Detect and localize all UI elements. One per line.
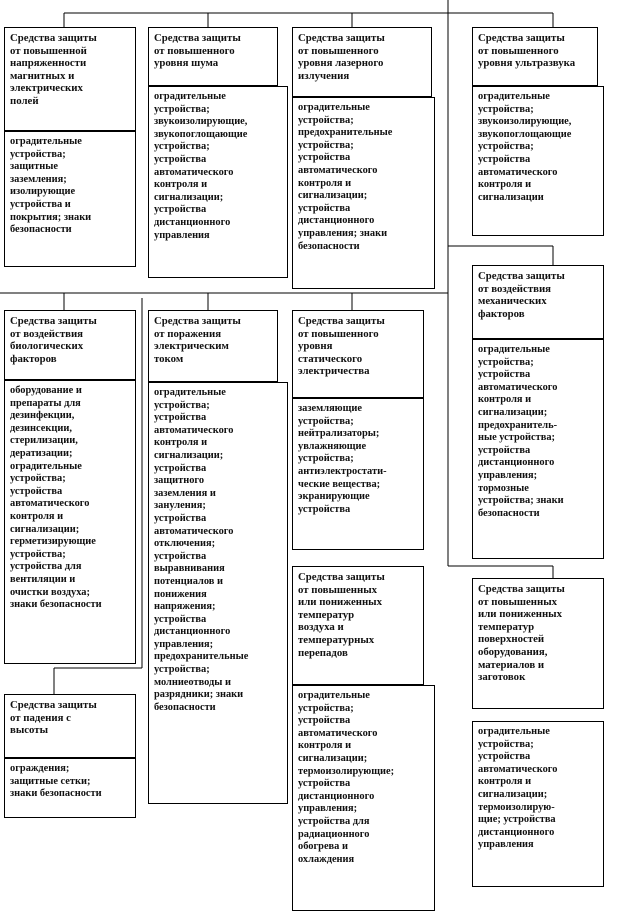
surface-temperature-body-box: оградительные устройства; устройства автоматического контроля и сигнализации; термоизолирую- щие; устройства дистанционного управления xyxy=(472,721,604,887)
mechanical-body-box: оградительные устройства; устройства автоматического контроля и сигнализации; предохранитель- ные устройства; устройства дистанционного управления; тормозные устройства; знаки безопасности xyxy=(472,339,604,559)
static-body-box: заземляющие устройства; нейтрализаторы; увлажняющие устройства; антиэлектростати- ческие вещества; экранирующие устройства xyxy=(292,398,424,550)
biological-title-box: Средства защиты от воздействия биологических факторов xyxy=(4,310,136,380)
laser-title-box: Средства защиты от повышенного уровня лазерного излучения xyxy=(292,27,432,97)
ultrasound-body-box: оградительные устройства; звукоизолирующие, звукопоглощающие устройства; устройства автоматического контроля и сигнализации xyxy=(472,86,604,236)
fall-height-title-box: Средства защиты от падения с высоты xyxy=(4,694,136,758)
ultrasound-title-box: Средства защиты от повышенного уровня ультразвука xyxy=(472,27,598,86)
mechanical-title-box: Средства защиты от воздействия механических факторов xyxy=(472,265,604,339)
surface-temperature-title-box: Средства защиты от повышенных или пониженных температур поверхностей оборудования, материалов и заготовок xyxy=(472,578,604,709)
biological-body-box: оборудование и препараты для дезинфекции, дезинсекции, стерилизации, дератизации; оградительные устройства; устройства автоматического контроля и сигнализации; герметизирующие устройства; устройства для вентиляции и очистки воздуха; знаки безопасности xyxy=(4,380,136,664)
air-temperature-body-box: оградительные устройства; устройства автоматического контроля и сигнализации; термоизолирующие; устройства дистанционного управления; устройства для радиационного обогрева и охлаждения xyxy=(292,685,435,911)
electric-shock-body-box: оградительные устройства; устройства автоматического контроля и сигнализации; устройства защитного заземления и зануления; устройства автоматического отключения; устройства выравнивания потенциалов и понижения напряжения; устройства дистанционного управления; предохранительные устройства; молниеотводы и разрядники; знаки безопасности xyxy=(148,382,288,804)
noise-body-box: оградительные устройства; звукоизолирующие, звукопоглощающие устройства; устройства автоматического контроля и сигнализации; устройства дистанционного управления xyxy=(148,86,288,278)
laser-body-box: оградительные устройства; предохранительные устройства; устройства автоматического контроля и сигнализации; устройства дистанционного управления; знаки безопасности xyxy=(292,97,435,289)
electric-shock-title-box: Средства защиты от поражения электрическим током xyxy=(148,310,278,382)
air-temperature-title-box: Средства защиты от повышенных или пониженных температур воздуха и температурных перепадов xyxy=(292,566,424,685)
fall-height-body-box: ограждения; защитные сетки; знаки безопасности xyxy=(4,758,136,818)
em-fields-body-box: оградительные устройства; защитные заземления; изолирующие устройства и покрытия; знаки безопасности xyxy=(4,131,136,267)
noise-title-box: Средства защиты от повышенного уровня шума xyxy=(148,27,278,86)
em-fields-title-box: Средства защиты от повышенной напряженности магнитных и электрических полей xyxy=(4,27,136,131)
static-title-box: Средства защиты от повышенного уровня статического электричества xyxy=(292,310,424,398)
